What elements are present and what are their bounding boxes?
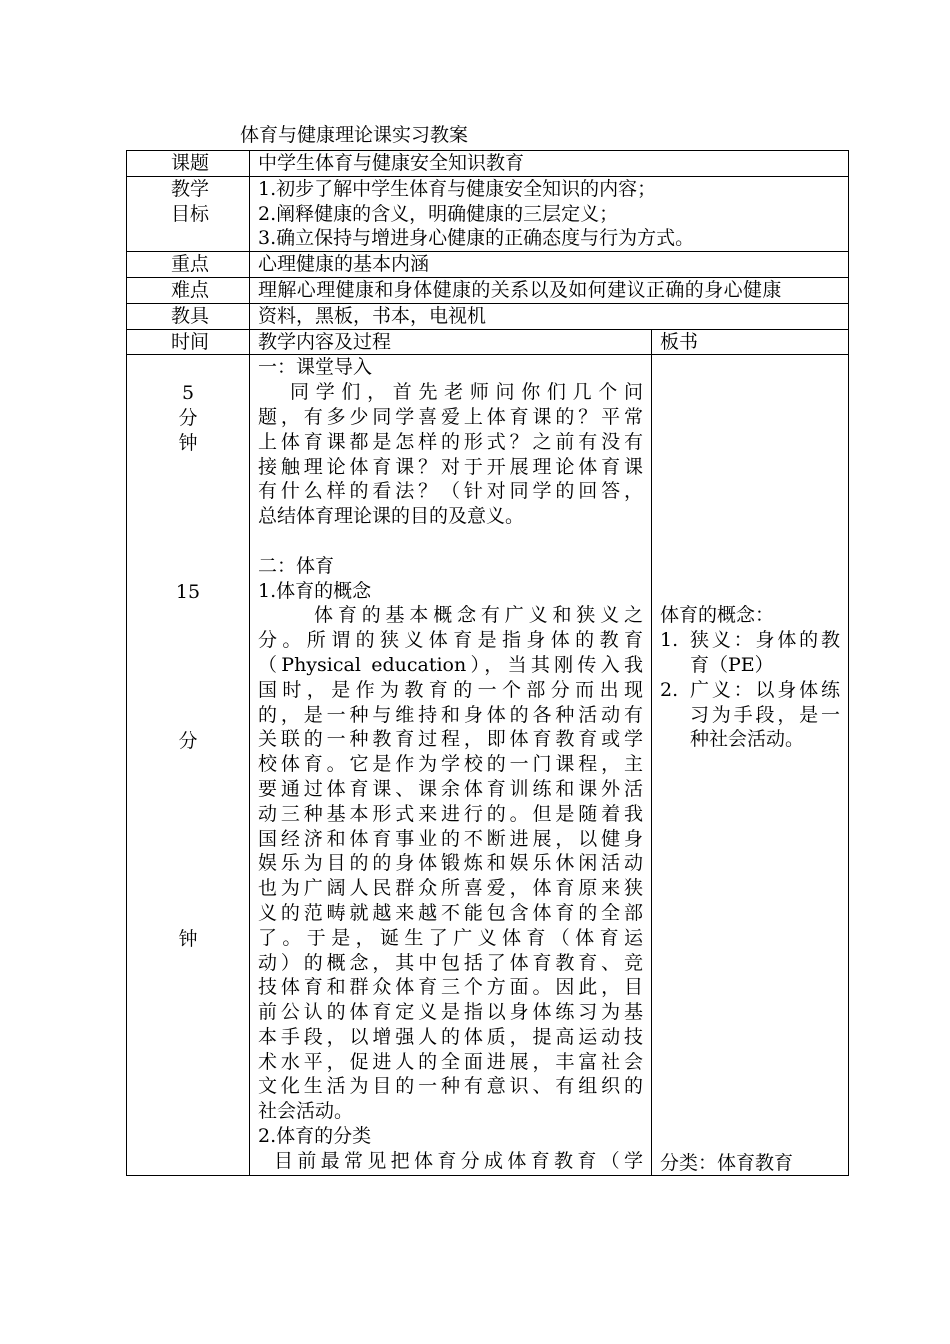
header-content: 教学内容及过程 <box>250 329 652 355</box>
blank-line <box>258 529 643 554</box>
goal-item: 1.初步了解中学生体育与健康安全知识的内容； <box>258 177 657 200</box>
board-column <box>652 355 849 1176</box>
board-item-num: 2. <box>660 678 679 701</box>
content-line: 动三种基本形式来进行的。但是随着我 <box>258 802 643 825</box>
section1-title: 一：课堂导入 <box>258 356 373 379</box>
header-time: 时间 <box>127 329 250 355</box>
time-second-unit1: 分 <box>178 730 198 753</box>
content-line: 了。于是，诞生了广义体育（体育运 <box>258 926 643 949</box>
topic-label: 课题 <box>127 151 250 177</box>
tools-row <box>127 303 849 329</box>
goals-label-line2: 目标 <box>170 202 209 225</box>
content-line: 国经济和体育事业的不断进展，以健身 <box>258 827 643 850</box>
goal-item: 2.阐释健康的含义，明确健康的三层定义； <box>258 202 619 225</box>
key-point-label: 重点 <box>127 252 250 278</box>
board-item <box>660 628 840 678</box>
content-line: 关联的一种教育过程，即体育教育或学 <box>258 728 643 751</box>
content-line: 要通过体育课、课余体育训练和课外活 <box>258 777 643 800</box>
time-second-unit2: 钟 <box>178 928 198 951</box>
board-item-num: 1. <box>660 629 679 652</box>
board-item-text: 广义：以身体练习为手段，是一种社会活动。 <box>690 678 841 751</box>
content-line: 有什么样的看法？（针对同学的回答， <box>258 480 643 503</box>
goal-item: 3.确立保持与增进身心健康的正确态度与行为方式。 <box>258 227 695 250</box>
difficulty-label: 难点 <box>127 277 250 303</box>
difficulty-row <box>127 277 849 303</box>
content-line: 术水平，促进人的全面进展，丰富社会 <box>258 1050 643 1073</box>
goals-label-line1: 教学 <box>170 177 209 200</box>
goals-label <box>127 176 250 251</box>
difficulty-text: 理解心理健康和身体健康的关系以及如何建议正确的身心健康 <box>258 278 782 301</box>
lesson-plan-table <box>126 150 849 1176</box>
tools-value: 资料，黑板，书本，电视机 <box>250 303 849 329</box>
content-line: 目前最常见把体育分成体育教育（学 <box>274 1149 643 1172</box>
content-line: 同学们，首先老师问你们几个问 <box>290 381 643 404</box>
content-line: 社会活动。 <box>258 1100 354 1123</box>
key-point-value: 心理健康的基本内涵 <box>250 252 849 278</box>
tools-label: 教具 <box>127 303 250 329</box>
content-line: （Physical education），当其刚传入我 <box>258 653 643 676</box>
board-spacer <box>660 355 840 603</box>
content-line: 国时，是作为教育的一个部分而出现 <box>258 678 643 701</box>
content-line: 前公认的体育定义是指以身体练习为基 <box>258 1001 643 1024</box>
content-line: 接触理论体育课？对于开展理论体育课 <box>258 455 643 478</box>
time-second-num: 15 <box>175 581 201 604</box>
content-line: 的，是一种与维持和身体的各种活动有 <box>258 703 643 726</box>
content-column <box>250 355 652 1176</box>
content-line: 义的范畴就越来越不能包含体育的全部 <box>258 901 643 924</box>
topic-value: 中学生体育与健康安全知识教育 <box>250 151 849 177</box>
content-line: 上体育课都是怎样的形式？之前有没有 <box>258 430 643 453</box>
goals-row <box>127 176 849 251</box>
goals-value <box>250 176 849 251</box>
difficulty-value <box>250 277 849 303</box>
content-line: 动）的概念，其中包括了体育教育、竞 <box>258 951 643 974</box>
content-line: 总结体育理论课的目的及意义。 <box>258 505 525 528</box>
time-first-unit1: 分 <box>178 407 198 430</box>
sub1-title: 1.体育的概念 <box>258 579 372 602</box>
section2-title: 二：体育 <box>258 554 335 577</box>
board-concept-title: 体育的概念： <box>660 604 775 627</box>
content-line: 文化生活为目的一种有意识、有组织的 <box>258 1075 643 1098</box>
content-line: 也为广阔人民群众所喜爱，体育原来狭 <box>258 877 643 900</box>
board-item <box>660 678 840 752</box>
header-board: 板书 <box>652 329 849 355</box>
content-line: 本手段，以增强人的体质，提高运动技 <box>258 1025 643 1048</box>
board-classification: 分类：体育教育 <box>660 1152 794 1175</box>
content-line: 分。所谓的狭义体育是指身体的教育 <box>258 629 643 652</box>
content-line: 校体育。它是作为学校的一门课程，主 <box>258 753 643 776</box>
content-line: 体育的基本概念有广义和狭义之 <box>314 604 643 627</box>
page-title: 体育与健康理论课实习教案 <box>240 124 469 146</box>
time-first-unit2: 钟 <box>178 432 198 455</box>
time-column <box>127 355 250 1176</box>
body-row <box>127 355 849 1176</box>
content-line: 技体育和群众体育三个方面。因此，目 <box>258 976 643 999</box>
header-row <box>127 329 849 355</box>
time-first-num: 5 <box>181 382 195 405</box>
content-line: 题，有多少同学喜爱上体育课的？平常 <box>258 405 643 428</box>
board-list <box>660 628 840 752</box>
topic-row <box>127 151 849 177</box>
sub2-title: 2.体育的分类 <box>258 1125 372 1148</box>
board-item-text: 狭义：身体的教育（PE） <box>690 629 841 676</box>
key-point-row <box>127 252 849 278</box>
content-line: 娱乐为目的的身体锻炼和娱乐休闲活动 <box>258 852 643 875</box>
